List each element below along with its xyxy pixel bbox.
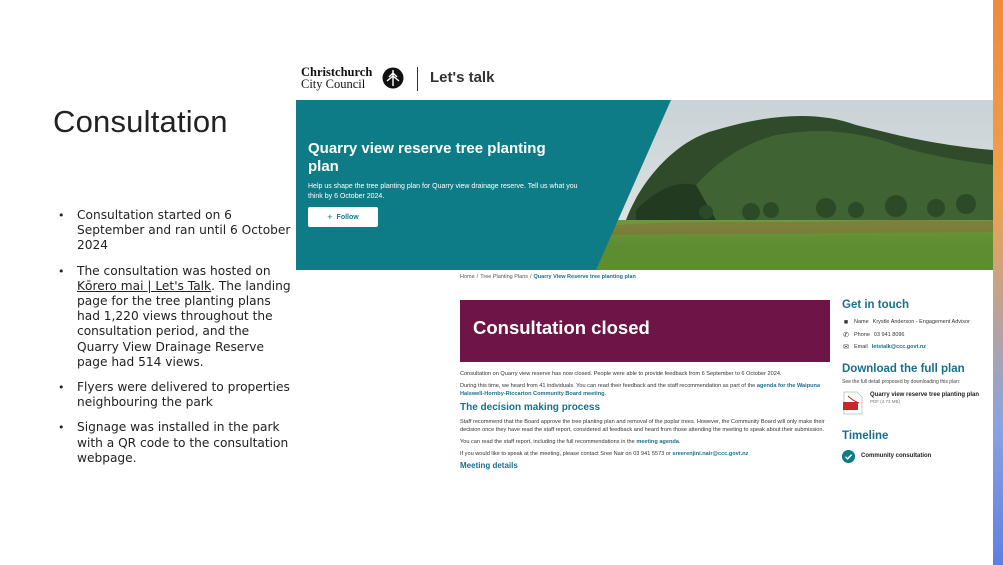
meeting-agenda-link[interactable]: meeting agenda	[636, 439, 679, 445]
envelope-icon: ✉	[843, 344, 849, 352]
phone-value: 03 941 8096	[873, 331, 905, 338]
bullet-text: Signage was installed in the park with a QR code to the consultation webpage.	[77, 420, 289, 465]
phone-icon: ✆	[843, 331, 849, 339]
plus-icon: +	[327, 212, 333, 222]
bullet-text: . The landing page for the tree planting plans had 1,220 views throughout the consultation period, and the Quarry View Drainage Reserve page had 514 views.	[77, 278, 291, 369]
site-name[interactable]: Let's talk	[430, 69, 495, 86]
name-label: Name	[854, 319, 869, 326]
pdf-file-icon	[842, 391, 864, 415]
email-label: Email	[854, 344, 868, 351]
logo-line-2: City Council	[301, 77, 366, 91]
decision-heading: The decision making process	[460, 402, 601, 413]
check-circle-icon	[842, 450, 855, 463]
ccc-cathedral-icon	[382, 67, 404, 89]
main-content	[460, 370, 830, 470]
contact-phone-row	[842, 329, 993, 342]
contact-email-row	[842, 341, 993, 354]
email-link[interactable]: sreerenjini.nair@ccc.govt.nz	[672, 451, 749, 457]
logo-line-1: Christchurch	[301, 65, 373, 79]
follow-label: Follow	[336, 213, 359, 221]
timeline-item	[842, 450, 993, 463]
hero-banner	[296, 100, 993, 270]
consultation-closed-text: Consultation closed	[473, 317, 650, 338]
report-paragraph	[460, 438, 830, 446]
bullet-text: The consultation was hosted on	[77, 263, 271, 278]
bullet-list	[58, 208, 293, 476]
slide-title: Consultation	[53, 104, 228, 139]
accent-gradient-bar	[993, 0, 1003, 565]
person-icon: ■	[843, 318, 849, 326]
breadcrumb-home[interactable]: Home	[460, 274, 475, 280]
bullet-item	[58, 420, 293, 466]
hero-subtitle: Help us shape the tree planting plan for Quarry view drainage reserve. Tell us what you think by 6 October 2024.	[308, 183, 578, 200]
decision-paragraph: Staff recommend that the Board approve the tree planting plan and removal of the poplar trees. However, the Community Board will only make their decision once they have read the staff report, considered all feedback and heard from those attending the meeting to speak about their submission.	[460, 419, 825, 433]
hero-title: Quarry view reserve tree planting plan	[308, 140, 546, 175]
paragraph-text: If you would like to speak at the meeting, please contact Sree Nair on 03 941 5573 or	[460, 451, 673, 457]
timeline-label: Community consultation	[861, 453, 932, 459]
breadcrumb	[460, 274, 636, 280]
speak-paragraph	[460, 450, 830, 458]
contact-name-row	[842, 316, 993, 329]
phone-label: Phone	[854, 331, 870, 338]
breadcrumb-separator: /	[530, 274, 532, 280]
lets-talk-link[interactable]: Kōrero mai | Let's Talk	[77, 278, 212, 293]
breadcrumb-current: Quarry View Reserve tree planting plan	[533, 274, 636, 280]
closed-paragraph: Consultation on Quarry view reserve has now closed. People were able to provide feedback from 6 September to 6 October 2024.	[460, 371, 782, 377]
contact-email-link[interactable]: letstalk@ccc.govt.nz	[871, 344, 927, 351]
bullet-text: Flyers were delivered to properties neighbouring the park	[77, 380, 290, 410]
contact-heading: Get in touch	[842, 299, 910, 311]
bullet-text: Consultation started on 6 September and ran until 6 October 2024	[77, 208, 291, 253]
document-meta: PDF (4.73 MB)	[870, 398, 901, 404]
site-header	[296, 58, 993, 100]
feedback-paragraph	[460, 382, 830, 398]
breadcrumb-separator: /	[476, 274, 479, 280]
follow-button[interactable]	[308, 207, 378, 227]
paragraph-text: .	[604, 391, 607, 397]
meeting-details-heading: Meeting details	[460, 461, 518, 470]
paragraph-text: .	[678, 439, 681, 445]
header-divider	[417, 67, 418, 91]
sidebar	[842, 298, 993, 463]
ccc-logo[interactable]	[301, 66, 381, 90]
download-heading: Download the full plan	[842, 362, 965, 375]
download-note: See the full detail proposed by downloading this plan:	[842, 378, 961, 385]
agenda-link[interactable]: agenda for the Waipuna Halswell-Hornby-Riccarton Community Board meeting	[460, 383, 821, 397]
breadcrumb-tree-planting-plans[interactable]: Tree Planting Plans	[480, 274, 528, 280]
document-info	[870, 391, 979, 404]
name-value: Krystle Anderson - Engagement Advisor	[872, 319, 970, 326]
document-title[interactable]: Quarry view reserve tree planting plan	[870, 391, 980, 398]
paragraph-text: You can read the staff report, including the full recommendations in the	[460, 439, 637, 445]
consultation-closed-banner	[460, 300, 830, 362]
paragraph-text: During this time, we heard from 41 individuals. You can read their feedback and the staff recommendation as part of the	[460, 383, 757, 389]
bullet-item	[58, 208, 293, 254]
webpage-screenshot	[296, 58, 993, 495]
download-document-item[interactable]	[842, 391, 993, 415]
bullet-item	[58, 264, 293, 370]
bullet-item	[58, 380, 293, 410]
timeline-heading: Timeline	[842, 429, 889, 442]
